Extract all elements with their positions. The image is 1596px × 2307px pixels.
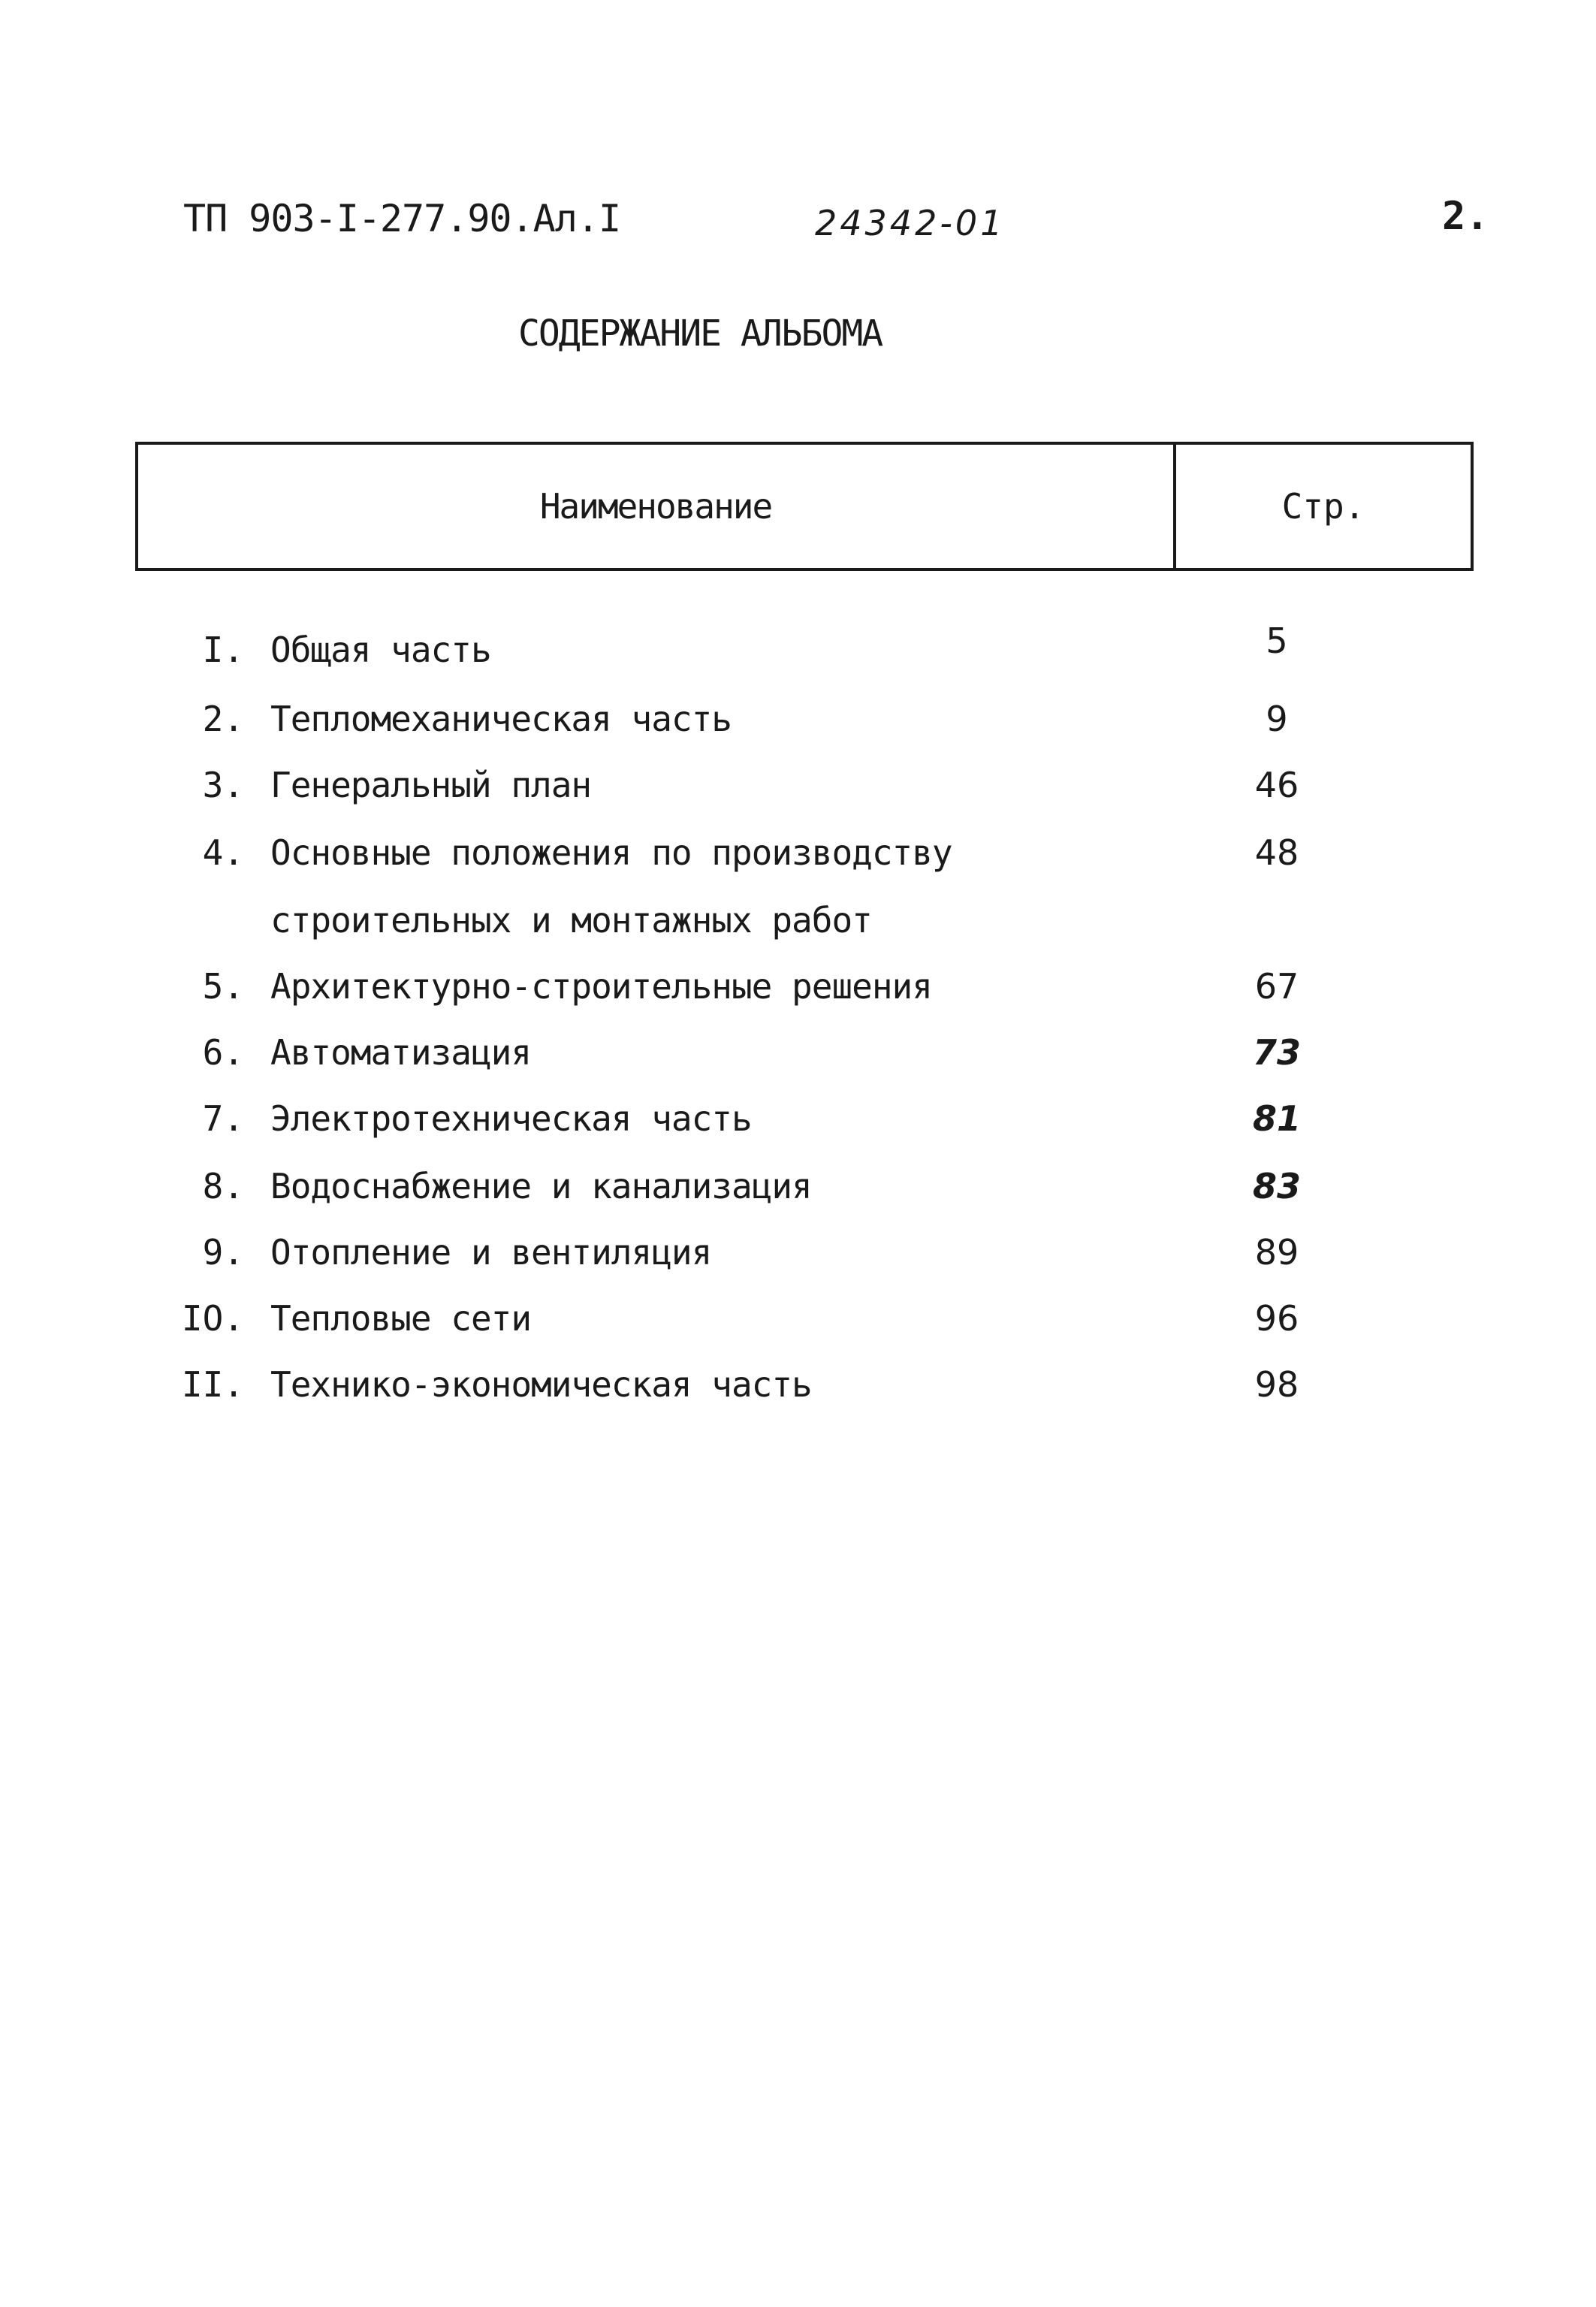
contents-item: [0, 1098, 1596, 1151]
item-page: 73: [1252, 1032, 1301, 1073]
column-header-name: Наименование: [138, 445, 1176, 568]
item-title: Автоматизация: [270, 1032, 532, 1073]
contents-item: [0, 1232, 1596, 1285]
item-number: 4.: [202, 832, 244, 873]
contents-title: СОДЕРЖАНИЕ АЛЬБОМА: [518, 313, 882, 355]
page-number: 2.: [1442, 194, 1489, 239]
item-number: IO.: [181, 1298, 244, 1339]
contents-item: [0, 832, 1596, 885]
item-number: 8.: [202, 1166, 244, 1206]
contents-table-header: [135, 442, 1474, 571]
item-title: Архитектурно-строительные решения: [270, 966, 932, 1007]
item-page: 89: [1254, 1232, 1299, 1273]
item-page: 81: [1252, 1098, 1301, 1139]
item-page: 48: [1254, 832, 1299, 873]
contents-item: [0, 1032, 1596, 1085]
item-number: 2.: [202, 699, 244, 739]
item-title: Общая часть: [270, 630, 491, 670]
item-number: 9.: [202, 1232, 244, 1273]
item-page: 9: [1266, 699, 1288, 739]
item-title-continuation: строительных и монтажных работ: [270, 900, 872, 941]
item-title: Генеральный план: [270, 765, 592, 805]
item-number: 5.: [202, 966, 244, 1007]
contents-item: [0, 621, 1596, 682]
item-page: 46: [1254, 765, 1299, 805]
item-page: 98: [1254, 1364, 1299, 1405]
item-title: Отопление и вентиляция: [270, 1232, 712, 1273]
contents-item: [0, 1364, 1596, 1417]
item-page: 67: [1254, 966, 1299, 1007]
item-number: 6.: [202, 1032, 244, 1073]
column-header-page: Стр.: [1281, 486, 1365, 527]
contents-item: [0, 1166, 1596, 1218]
item-number: I.: [202, 630, 244, 670]
item-title: Электротехническая часть: [270, 1098, 752, 1139]
item-title: Технико-экономическая часть: [270, 1364, 812, 1405]
item-page: 96: [1254, 1298, 1299, 1339]
contents-item: [0, 1298, 1596, 1351]
inventory-number: 24342-01: [815, 203, 1006, 243]
item-title: Водоснабжение и канализация: [270, 1166, 812, 1206]
contents-item: [0, 699, 1596, 751]
item-number: II.: [181, 1364, 244, 1405]
item-number: 7.: [202, 1098, 244, 1139]
contents-item: [0, 966, 1596, 1019]
item-title: Тепловые сети: [270, 1298, 532, 1339]
item-number: 3.: [202, 765, 244, 805]
document-code: ТП 903-I-277.90.Ал.I: [183, 197, 621, 240]
item-page: 83: [1252, 1166, 1301, 1206]
item-title: Тепломеханическая часть: [270, 699, 732, 739]
contents-item: [0, 765, 1596, 817]
item-title: Основные положения по производству: [270, 832, 952, 873]
item-page: 5: [1266, 621, 1288, 661]
